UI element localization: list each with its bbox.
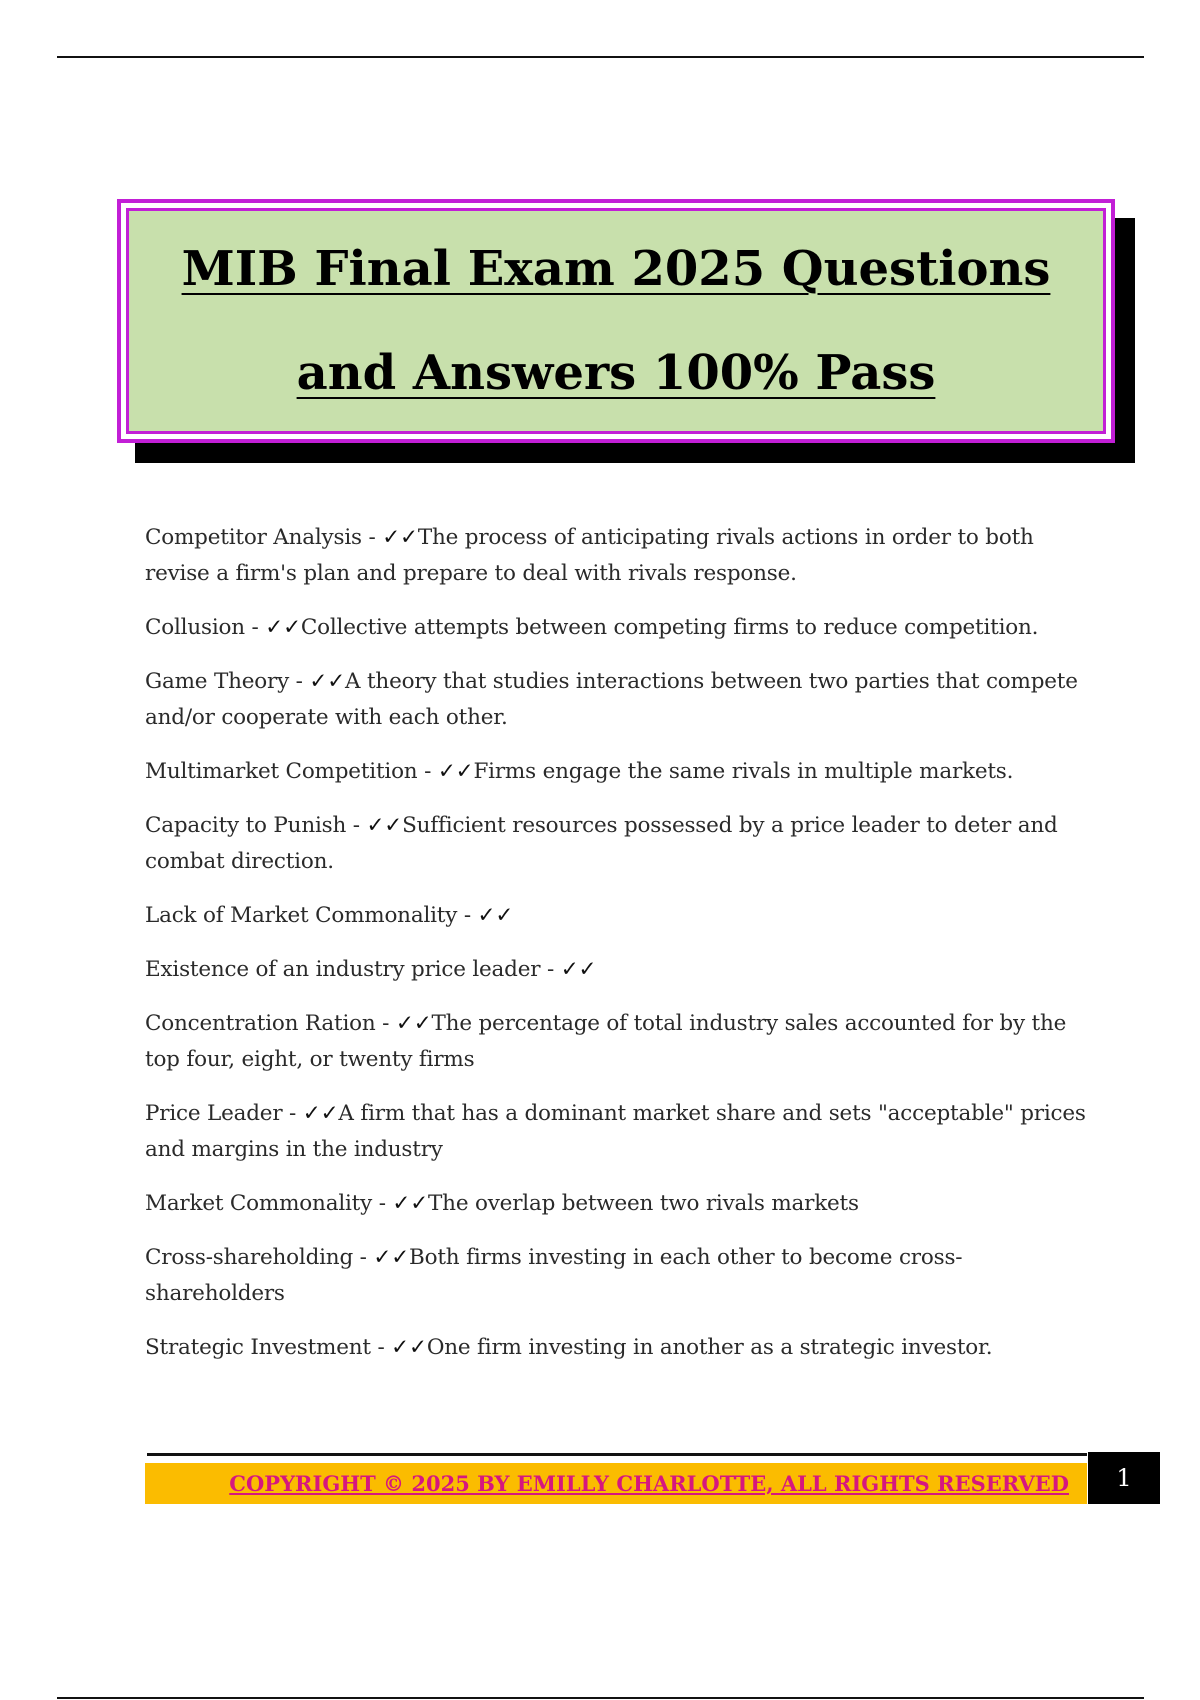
double-check-icon: ✓✓ [309,669,346,694]
qa-term: Cross-shareholding [145,1245,354,1270]
qa-definition: The percentage of total industry sales accounted for by the top four, eight, or twenty firms [145,1011,1067,1072]
copyright-notice: COPYRIGHT © 2025 BY EMILLY CHARLOTTE, ALL RIGHTS RESERVED [229,1471,1069,1496]
qa-term: Strategic Investment [145,1335,371,1360]
double-check-icon: ✓✓ [382,525,418,550]
double-check-icon: ✓✓ [391,1335,427,1360]
qa-item: Competitor Analysis - ✓✓The process of anticipating rivals actions in order to both revise a firm's plan and prepare to deal with rivals response. [145,525,1034,586]
qa-term: Competitor Analysis [145,525,362,550]
double-check-icon: ✓✓ [477,903,514,928]
qa-term: Lack of Market Commonality [145,903,458,928]
title-box-inner [126,208,1106,434]
qa-definition: Collective attempts between competing firms to reduce competition. [300,615,1039,640]
qa-item: Collusion - ✓✓Collective attempts between competing firms to reduce competition. [145,615,1039,640]
qa-definition: The overlap between two rivals markets [428,1191,859,1216]
qa-definition: Sufficient resources possessed by a price leader to deter and combat direction. [145,813,1058,874]
qa-term: Price Leader [145,1101,283,1126]
title-line-1: MIB Final Exam 2025 Questions [181,241,1051,297]
qa-definition: The process of anticipating rivals actions in order to both revise a firm's plan and prepare to deal with rivals response. [145,525,1034,586]
qa-term: Concentration Ration [145,1011,376,1036]
qa-item: Price Leader - ✓✓A firm that has a dominant market share and sets "acceptable" prices and margins in the industry [145,1101,1086,1162]
qa-list [145,520,1090,1384]
double-check-icon: ✓✓ [366,813,403,838]
qa-term: Multimarket Competition [145,759,418,784]
title-box [117,199,1115,443]
qa-item: Market Commonality - ✓✓The overlap between two rivals markets [145,1191,859,1216]
qa-term: Capacity to Punish [145,813,347,838]
title-line-2: and Answers 100% Pass [296,345,936,401]
qa-item: Game Theory - ✓✓A theory that studies interactions between two parties that compete and/or cooperate with each other. [145,669,1078,730]
double-check-icon: ✓✓ [395,1011,432,1036]
qa-item: Existence of an industry price leader - ✓✓ [145,957,597,982]
qa-item: Capacity to Punish - ✓✓Sufficient resources possessed by a price leader to deter and combat direction. [145,813,1058,874]
qa-item: Strategic Investment - ✓✓One firm investing in another as a strategic investor. [145,1335,993,1360]
qa-definition: One firm investing in another as a strategic investor. [426,1335,993,1360]
qa-definition: Firms engage the same rivals in multiple markets. [473,759,1014,784]
footer-rule [147,1453,1087,1456]
double-check-icon: ✓✓ [392,1191,429,1216]
qa-item: Lack of Market Commonality - ✓✓ [145,903,514,928]
qa-definition: A theory that studies interactions between two parties that compete and/or cooperate with each other. [145,669,1078,730]
qa-definition: Both firms investing in each other to become cross-shareholders [145,1245,963,1306]
double-check-icon: ✓✓ [437,759,474,784]
qa-term: Collusion [145,615,245,640]
double-check-icon: ✓✓ [265,615,301,640]
bottom-rule [57,1697,1144,1699]
qa-item: Multimarket Competition - ✓✓Firms engage the same rivals in multiple markets. [145,759,1014,784]
qa-item: Concentration Ration - ✓✓The percentage of total industry sales accounted for by the top four, eight, or twenty firms [145,1011,1067,1072]
footer-band [145,1463,1087,1504]
page-number: 1 [1088,1452,1160,1504]
double-check-icon: ✓✓ [302,1101,339,1126]
top-rule [57,56,1144,58]
qa-term: Game Theory [145,669,290,694]
qa-term: Market Commonality [145,1191,373,1216]
double-check-icon: ✓✓ [560,957,597,982]
qa-term: Existence of an industry price leader [145,957,541,982]
double-check-icon: ✓✓ [373,1245,410,1270]
qa-item: Cross-shareholding - ✓✓Both firms investing in each other to become cross-shareholders [145,1245,963,1306]
qa-definition: A firm that has a dominant market share and sets "acceptable" prices and margins in the industry [145,1101,1086,1162]
